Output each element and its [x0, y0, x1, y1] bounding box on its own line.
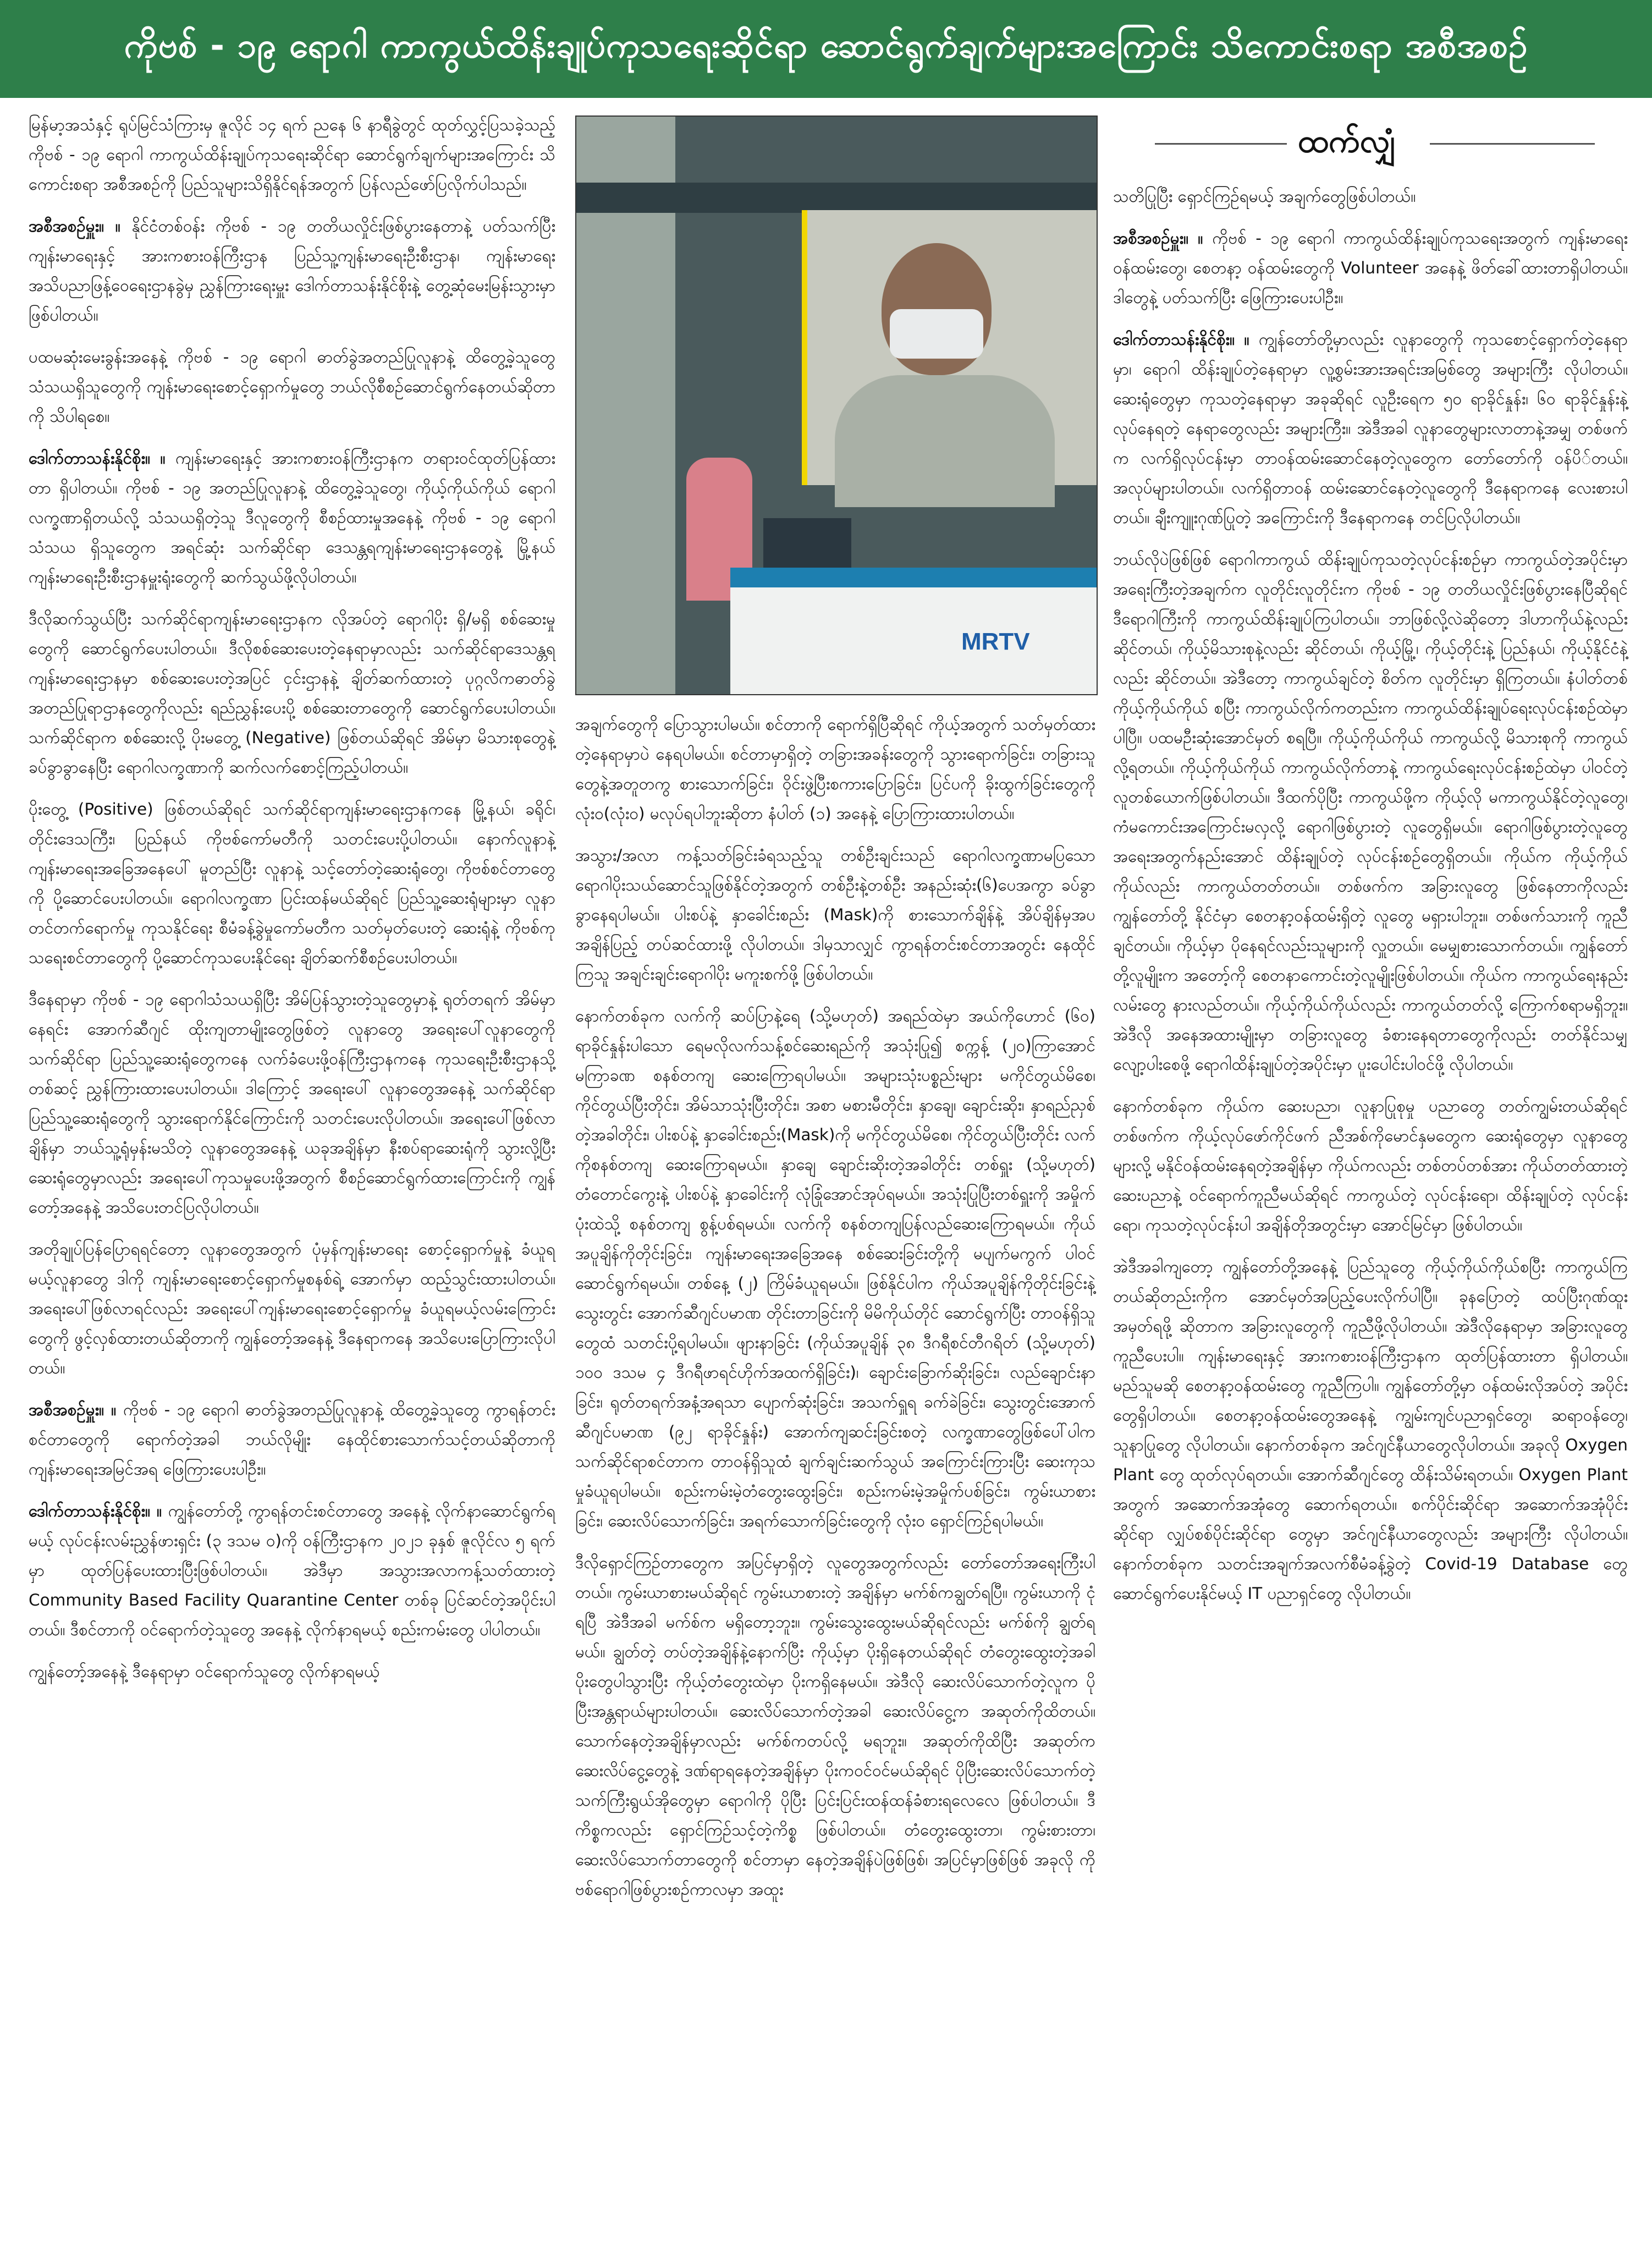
article-paragraph	[575, 710, 1095, 828]
mrtv-logo: MRTV	[961, 628, 1030, 655]
article-paragraph	[29, 1496, 555, 1645]
article-paragraph	[575, 1548, 1095, 1904]
article-paragraph	[29, 342, 555, 431]
face-mask	[890, 309, 983, 359]
column-2	[575, 710, 1095, 1916]
column-1	[29, 110, 555, 1698]
studio-stripe	[576, 183, 1097, 213]
paragraph-text: ဒီနေရာမှာ ကိုဗစ် - ၁၉ ရောဂါသံသယရှိပြီး အိမ်ပြန်သွားတဲ့သူတွေမှာနဲ့ ရုတ်တရက် အိမ်မှာနေရင်း အောက်ဆီဂျင် ထိုးကျတာမျိုးတွေဖြစ်တဲ့ လူနာတွေ အရေးပေါ်လူနာတွေကို သက်ဆိုင်ရာ ပြည်သူ့ဆေးရုံတွေကနေ လက်ခံပေးဖို့ဝန်ကြီးဌာနကနေ ကုသရေးဦးစီးဌာနသို့တစ်ဆင့် ညွှန်ကြားထားပေးပါတယ်။ ဒါကြောင့် အရေးပေါ် လူနာတွေအနေနဲ့ သက်ဆိုင်ရာ ပြည်သူ့ဆေးရုံတွေကို သွားရောက်နိုင်ကြောင်းကို သတင်းပေးလိုပါတယ်။ အရေးပေါ်ဖြစ်လာချိန်မှာ ဘယ်သူ့ရုံမှန်းမသိတဲ့ လူနာတွေအနေနဲ့ ယခုအချိန်မှာ နီးစပ်ရာဆေးရုံကို သွားလို့ပြီး ဆေးရုံတွေမှာလည်း အရေးပေါ်ကုသမှုပေးဖို့အတွက် စီစဉ်ဆောင်ရွက်ထားကြောင်းကို ကျွန်တော့်အနေနဲ့ အသိပေးတင်ပြလိုပါတယ်။	[29, 990, 555, 1217]
desk-blue-strip	[730, 568, 1097, 587]
article-paragraph	[29, 794, 555, 972]
paragraph-text: သတိပြုပြီး ရှောင်ကြဉ်ရမယ့် အချက်တွေဖြစ်ပါတယ်။	[1113, 187, 1416, 206]
paragraph-text: ကျွန်တော်တို့မှာလည်း လူနာတွေကို ကုသစောင့်ရှောက်တဲ့နေရာမှာ၊ ရောဂါ ထိန်းချုပ်တဲ့နေရာမှာ လူ့စွမ်းအားအရင်းအမြစ်တွေ အများကြီး လိုပါတယ်။ ဆေးရုံတွေမှာ ကုသတဲ့နေရာမှာ အခုဆိုရင် လူဦးရေက ၅၀ ရာခိုင်နှုန်း၊ ၆၀ ရာခိုင်နှုန်းနဲ့ လုပ်နေရတဲ့ နေရာတွေလည်း အများကြီး။ အဲဒီအခါ လူနာတွေများလာတာနဲ့အမျှ တစ်ဖက်က လက်ရှိလုပ်ငန်းမှာ တာဝန်ထမ်းဆောင်နေတဲ့လူတွေက တော်တော်ကို ဝန်ပိ်တယ်။ အလုပ်များပါတယ်။ လက်ရှိတာဝန် ထမ်းဆောင်နေတဲ့လူတွေကို ဒီနေရာကနေ လေးစားပါတယ်။ ချီးကျူးဂုဏ်ပြုတဲ့ အကြောင်းကို ဒီနေရာကနေ တင်ပြလိုပါတယ်။	[1113, 330, 1628, 527]
paragraph-text: မြန်မာ့အသံနှင့် ရုပ်မြင်သံကြားမှ ဇူလိုင် ၁၄ ရက် ညနေ ၆ နာရီခွဲတွင် ထုတ်လွှင့်ပြသခဲ့သည့် ကိုဗစ် - ၁၉ ရောဂါ ကာကွယ်ထိန်းချုပ်ကုသရေးဆိုင်ရာ ဆောင်ရွက်ချက်များအကြောင်း သိကောင်းစရာ အစီအစဉ်ကို ပြည်သူများသိရှိနိုင်ရန်အတွက် ပြန်လည်ဖော်ပြလိုက်ပါသည်။	[29, 116, 555, 194]
paragraph-text: ဒီလိုဆက်သွယ်ပြီး သက်ဆိုင်ရာကျန်းမာရေးဌာနက လိုအပ်တဲ့ ရောဂါပိုး ရှိ/မရှိ စစ်ဆေးမှုတွေကို ဆောင်ရွက်ပေးပါတယ်။ ဒီလိုစစ်ဆေးပေးတဲ့နေရာမှာလည်း သက်ဆိုင်ရာဒေသန္တရ ကျန်းမာရေးဌာနမှာ စစ်ဆေးပေးတဲ့အပြင် ငှင်းဌာနနဲ့ ချိတ်ဆက်ထားတဲ့ ပုဂ္ဂလိကဓာတ်ခွဲအတည်ပြုရာဌာနတွေကိုလည်း ရည်ညွှန်းပေးပို့ စစ်ဆေးတာတွေကို ဆောင်ရွက်ပေးပါတယ်။ သက်ဆိုင်ရာက စစ်ဆေးလို့ ပိုးမတွေ့ (Negative) ဖြစ်တယ်ဆိုရင် အိမ်မှာ မိသားစုတွေနဲ့ ခပ်ခွာခွာနေပြီး ရောဂါလက္ခဏာကို ဆက်လက်စောင့်ကြည့်ပါတယ်။	[29, 609, 555, 777]
paragraph-text: ကိုဗစ် - ၁၉ ရောဂါ ဓာတ်ခွဲအတည်ပြုလူနာနဲ့ ထိတွေ့ခဲ့သူတွေ ကွာရန်တင်းစင်တာတွေကို ရောက်တဲ့အခါ ဘယ်လိုမျိုး နေထိုင်စားသောက်သင့်တယ်ဆိုတာကို ကျန်းမာရေးအမြင်အရ ဖြေကြားပေးပါဦး။	[29, 1400, 555, 1478]
paragraph-text: နိုင်ငံတစ်ဝန်း ကိုဗစ် - ၁၉ တတိယလှိုင်းဖြစ်ပွားနေတာနဲ့ ပတ်သက်ပြီး ကျန်းမာရေးနှင့် အားကစားဝန်ကြီးဌာန ပြည်သူ့ကျန်းမာရေးဦးစီးဌာန၊ ကျန်းမာရေး အသိပညာဖြန့်ဝေရေးဌာနခွဲမှ ညွှန်ကြားရေးမှူး ဒေါက်တာသန်းနိုင်စိုးနဲ့ တွေ့ဆုံမေးမြန်းသွားမှာ ဖြစ်ပါတယ်။	[29, 217, 555, 325]
article-paragraph	[1113, 1252, 1628, 1608]
paragraph-text: ဒီလိုရှောင်ကြဉ်တာတွေက အပြင်မှာရှိတဲ့ လူတွေအတွက်လည်း တော်တော်အရေးကြီးပါတယ်။ ကွမ်းယာစားမယ်ဆိုရင် ကွမ်းယာစားတဲ့ အချိန်မှာ မက်စ်ကချွတ်ရပြီ။ ကွမ်းယာကို ငုံရပြီ အဲဒီအခါ မက်စ်က မရှိတော့ဘူး။ ကွမ်းသွေးထွေးမယ်ဆိုရင်လည်း မက်စ်ကို ချွတ်ရမယ်။ ချွတ်တဲ့ တပ်တဲ့အချိန်နဲ့နောက်ပြီး ကိုယ့်မှာ ပိုးရှိနေတယ်ဆိုရင် တံတွေးထွေးတဲ့အခါ ပိုးတွေပါသွားပြီး ကိုယ့်တံတွေးထဲမှာ ပိုးကရှိနေမယ်။ အဲဒီလို ဆေးလိပ်သောက်တဲ့လူက ပိုပြီးအန္တရာယ်များပါတယ်။ ဆေးလိပ်သောက်တဲ့အခါ ဆေးလိပ်ငွေ့က အဆုတ်ကိုထိတယ်။ သောက်နေတဲ့အချိန်မှာလည်း မက်စ်ကတပ်လို့ မရဘူး။ အဆုတ်ကိုထိပြီး အဆုတ်က ဆေးလိပ်ငွေ့တွေနဲ့ ဒဏ်ရာရနေတဲ့အချိန်မှာ ပိုးကဝင်ဝင်မယ်ဆိုရင် ပိုပြီးဆေးလိပ်သောက်တဲ့ သက်ကြီးရွယ်အိုတွေမှာ ရောဂါကို ပိုပြီး ပြင်းပြင်းထန်ထန်ခံစားရလေလေ ဖြစ်ပါတယ်။ ဒီကိစ္စကလည်း ရှောင်ကြဉ်သင့်တဲ့ကိစ္စ ဖြစ်ပါတယ်။ တံတွေးထွေးတာ၊ ကွမ်းစားတာ၊ ဆေးလိပ်သောက်တာတွေကို စင်တာမှာ နေတဲ့အချိန်ပဲဖြစ်ဖြစ်၊ အပြင်မှာဖြစ်ဖြစ် အခုလို ကိုဗစ်ရောဂါဖြစ်ပွားစဉ်ကာလမှာ အထူး	[575, 1553, 1095, 1899]
paragraph-text: ကျန်းမာရေးနှင့် အားကစားဝန်ကြီးဌာနက တရားဝင်ထုတ်ပြန်ထားတာ ရှိပါတယ်။ ကိုဗစ် - ၁၉ အတည်ပြုလူနာနဲ့ ထိတွေ့ခဲ့သူတွေ၊ ကိုယ့်ကိုယ်ကိုယ် ရောဂါလက္ခဏာရှိတယ်လို့ သံသယရှိတဲ့သူ ဒီလူတွေကို စီစဉ်ထားမှုအနေနဲ့ ကိုဗစ် - ၁၉ ရောဂါ သံသယ ရှိသူတွေက အရင်ဆုံး သက်ဆိုင်ရာ ဒေသန္တရကျန်းမာရေးဌာနတွေနဲ့ မြို့နယ်ကျန်းမာရေးဦးစီးဌာနမှူးရုံးတွေကို ဆက်သွယ်ဖို့လိုပါတယ်။	[29, 449, 556, 586]
byline-rule-left	[1155, 143, 1287, 145]
paragraph-text: ဘယ်လိုပဲဖြစ်ဖြစ် ရောဂါကာကွယ် ထိန်းချုပ်ကုသတဲ့လုပ်ငန်းစဉ်မှာ ကာကွယ်တဲ့အပိုင်းမှာ အရေးကြီးတဲ့အချက်က လူတိုင်းလူတိုင်းက ကိုဗစ် - ၁၉ တတိယလှိုင်းဖြစ်ပွားနေပြီဆိုရင် ဒီရောဂါကြီးကို ကာကွယ်ထိန်းချုပ်ကြပါတယ်။ ဘာဖြစ်လို့လဲဆိုတော့ ဒါဟာကိုယ်နဲ့လည်း ဆိုင်တယ်၊ ကိုယ့်မိသားစုနဲ့လည်း ဆိုင်တယ်၊ ကိုယ့်မြို့၊ ကိုယ့်တိုင်းနဲ့ ပြည်နယ်၊ ကိုယ့်နိုင်ငံနဲ့လည်း ဆိုင်တယ်။ အဲဒီတော့ ကာကွယ်ချင်တဲ့ စိတ်က လူတိုင်းမှာ ရှိကြတယ်။ နံပါတ်တစ် ကိုယ့်ကိုယ်ကိုယ် စပြီး ကာကွယ်လိုက်ကတည်းက ကာကွယ်ထိန်းချုပ်ရေးလုပ်ငန်းစဉ်ထဲမှာ ပါပြီ။ ပထမဦးဆုံးအောင်မှတ် စရပြီ။ ကိုယ့်ကိုယ်ကိုယ် ကာကွယ်လို့ မိသားစုကို ကာကွယ်လို့ရတယ်။ ကိုယ့်ကိုယ်ကိုယ် ကာကွယ်လိုက်တာနဲ့ ကာကွယ်ရေးလုပ်ငန်းစဉ်ထဲမှာ ပါဝင်တဲ့လူတစ်ယောက်ဖြစ်ပါတယ်။ ဒီထက်ပိုပြီး ကာကွယ်ဖို့က ကိုယ့်လို မကာကွယ်နိုင်တဲ့လူတွေ၊ ကံမကောင်းအကြောင်းမလှလို့ ရောဂါဖြစ်ပွားတဲ့ လူတွေရှိမယ်။ ရောဂါဖြစ်ပွားတဲ့လူတွေ အရေးအတွက်နည်းအောင် ထိန်းချုပ်တဲ့ လုပ်ငန်းစဉ်တွေရှိတယ်။ ကိုယ်က ကိုယ့်ကိုယ်ကိုယ်လည်း ကာကွယ်တတ်တယ်။ တစ်ဖက်က အခြားလူတွေ ဖြစ်နေတာကိုလည်း ကျွန်တော်တို့ နိုင်ငံမှာ စေတနာ့ဝန်ထမ်းရှိတဲ့ လူတွေ မရှားပါဘူး။ တစ်ဖက်သားကို ကူညီချင်တယ်။ ကိုယ့်မှာ ပိုနေရင်လည်းသူများကို လှူတယ်။ မေမျှစားသောက်တယ်။ ကျွန်တော်တို့လူမျိုးက အတော့်ကို စေတနာကောင်းတဲ့လူမျိုးဖြစ်ပါတယ်။ ကိုယ်က ကာကွယ်ရေးနည်းလမ်းတွေ နားလည်တယ်။ ကိုယ့်ကိုယ်ကိုယ်လည်း ကာကွယ်တတ်လို့ ကြောက်စရာမရှိဘူး။ အဲဒီလို အနေအထားမျိုးမှာ တခြားလူတွေ ခံစားနေရတာတွေကိုလည်း တတ်နိုင်သမျှ လျော့ပါးစေဖို့ ရောဂါထိန်းချုပ်တဲ့အပိုင်းမှာ ပူးပေါင်းပါဝင်ဖို့ လိုပါတယ်။	[1113, 550, 1628, 1074]
article-paragraph	[575, 840, 1095, 989]
article-paragraph	[29, 211, 555, 330]
article-paragraph	[29, 110, 555, 199]
paragraph-text: အချက်တွေကို ပြောသွားပါမယ်။ စင်တာကို ရောက်ရှိပြီဆိုရင် ကိုယ့်အတွက် သတ်မှတ်ထားတဲ့နေရာမှာပဲ နေရပါမယ်။ စင်တာမှာရှိတဲ့ တခြားအခန်းတွေကို သွားရောက်ခြင်း၊ တခြားသူတွေနဲ့အတူတကွ စားသောက်ခြင်း၊ ဝိုင်းဖွဲ့ပြီးစကားပြောခြင်း၊ ပြင်ပကို ခိုးထွက်ခြင်းတွေကို လုံး၀(လုံး၀) မလုပ်ရပါဘူးဆိုတာ နံပါတ် (၁) အနေနဲ့ ပြောကြားထားပါတယ်။	[575, 715, 1095, 823]
article-paragraph	[29, 443, 555, 592]
byline-rule-right	[1430, 143, 1595, 145]
article-paragraph	[575, 1001, 1095, 1536]
article-title: ကိုဗစ် - ၁၉ ရောဂါ ကာကွယ်ထိန်းချုပ်ကုသရေးဆိုင်ရာ ဆောင်ရွက်ချက်များအကြောင်း သိကောင်းစရာ အစီအစဉ်	[124, 25, 1528, 65]
speaker-label: အစီအစဉ်မှူး။ ။	[29, 217, 132, 235]
article-paragraph	[29, 1395, 555, 1484]
paragraph-text: အဲဒီအခါကျတော့ ကျွန်တော်တို့အနေနဲ့ ပြည်သူတွေ ကိုယ့်ကိုယ်ကိုယ်စပြီး ကာကွယ်ကြတယ်ဆိုတည်းကိုက အောင်မှတ်အပြည့်ပေးလိုက်ပါပြီ။ ခုနပြောတဲ့ ထပ်ပြီးဂုဏ်ထူးအမှတ်ရဖို့ ဆိုတာက အခြားလူတွေကို ကူညီဖို့လိုပါတယ်။ အဲဒီလိုနေရာမှာ အခြားလူတွေ ကူညီပေးပါ။ ကျန်းမာရေးနှင့် အားကစားဝန်ကြီးဌာနက ထုတ်ပြန်ထားတာ ရှိပါတယ်။ မည်သူမဆို စေတနာ့ဝန်ထမ်းတွေ ကူညီကြပါ။ ကျွန်တော်တို့မှာ ဝန်ထမ်းလိုအပ်တဲ့ အပိုင်းတွေရှိပါတယ်။ စေတနာ့ဝန်ထမ်းတွေအနေနဲ့ ကျွမ်းကျင်ပညာရှင်တွေ၊ ဆရာဝန်တွေ၊ သူနာပြုတွေ လိုပါတယ်။ နောက်တစ်ခုက အင်ဂျင်နီယာတွေလိုပါတယ်။ အခုလို Oxygen Plant တွေ ထုတ်လုပ်ရတယ်။ အောက်ဆီဂျင်တွေ ထိန်းသိမ်းရတယ်။ Oxygen Plant အတွက် အဆောက်အအုံတွေ ဆောက်ရတယ်။ စက်ပိုင်းဆိုင်ရာ အဆောက်အအုံပိုင်းဆိုင်ရာ လျှပ်စစ်ပိုင်းဆိုင်ရာ တွေမှာ အင်ဂျင်နီယာတွေလည်း အများကြီး လိုပါတယ်။ နောက်တစ်ခုက သတင်းအချက်အလက်စီမံခန့်ခွဲတဲ့ Covid-19 Database တွေ ဆောင်ရွက်ပေးနိုင်မယ့် IT ပညာရှင်တွေ လိုပါတယ်။	[1113, 1257, 1628, 1603]
paragraph-text: နောက်တစ်ခုက လက်ကို ဆပ်ပြာနဲ့ရေ (သို့မဟုတ်) အရည်ထဲမှာ အယ်ကိုဟောင် (၆၀) ရာခိုင်နှုန်းပါသော ရေမလိုလက်သန့်စင်ဆေးရည်ကို အသုံးပြု၍ စက္ကန့် (၂၀)ကြာအောင် မကြာခဏ စနစ်တကျ ဆေးကြောရပါမယ်။ အများသုံးပစ္စည်းများ မကိုင်တွယ်မိစေ၊ ကိုင်တွယ်ပြီးတိုင်း၊ အိမ်သာသုံးပြီးတိုင်း၊ အစာ မစားမီတိုင်း၊ နှာချေ၊ ချောင်းဆိုး၊ နှာရည်ညှစ်တဲ့အခါတိုင်း၊ ပါးစပ်နဲ့ နှာခေါင်းစည်း(Mask)ကို မကိုင်တွယ်မိစေ၊ ကိုင်တွယ်ပြီးတိုင်း လက်ကိုစနစ်တကျ ဆေးကြောရမယ်။ နှာချေ ချောင်းဆိုးတဲ့အခါတိုင်း တစ်ရှူး (သို့မဟုတ်) တံတောင်ကွေးနဲ့ ပါးစပ်နဲ့ နှာခေါင်းကို လုံခြုံအောင်အုပ်ရမယ်။ အသုံးပြုပြီးတစ်ရှူးကို အမှိုက်ပုံးထဲသို့ စနစ်တကျ စွန့်ပစ်ရမယ်။ လက်ကို စနစ်တကျပြန်လည်ဆေးကြောရမယ်။ ကိုယ်အပူချိန်ကိုတိုင်းခြင်း၊ ကျန်းမာရေးအခြေအနေ စစ်ဆေးခြင်းတို့ကို မပျက်မကွက် ပါဝင်ဆောင်ရွက်ရမယ်။ တစ်နေ့ (၂) ကြိမ်ခံယူရမယ်။ ဖြစ်နိုင်ပါက ကိုယ်အပူချိန်ကိုတိုင်းခြင်းနဲ့ သွေးတွင်း အောက်ဆီဂျင်ပမာဏ တိုင်းတာခြင်းကို မိမိကိုယ်တိုင် ဆောင်ရွက်ပြီး တာဝန်ရှိသူတွေထံ သတင်းပို့ရပါမယ်။ ဖျားနာခြင်း (ကိုယ်အပူချိန် ၃၈ ဒီဂရီစင်တီဂရိတ် (သို့မဟုတ်) ၁၀၀ ဒသမ ၄ ဒီဂရီဖာရင်ဟိုက်အထက်ရှိခြင်း)၊ ချောင်းခြောက်ဆိုးခြင်း၊ လည်ချောင်းနာခြင်း၊ ရုတ်တရက်အနံ့အရသာ ပျောက်ဆုံးခြင်း၊ အသက်ရှူရ ခက်ခဲခြင်း၊ သွေးတွင်းအောက်ဆီဂျင်ပမာဏ (၉၂ ရာခိုင်နှုန်း) အောက်ကျဆင်းခြင်းစတဲ့ လက္ခဏာတွေဖြစ်ပေါ်ပါက သက်ဆိုင်ရာစင်တာက တာဝန်ရှိသူထံ ချက်ချင်းဆက်သွယ် အကြောင်းကြားပြီး ဆေးကုသမှုခံယူရပါမယ်။ စည်းကမ်းမဲ့တံတွေးထွေးခြင်း၊ စည်းကမ်းမဲ့အမှိုက်ပစ်ခြင်း၊ ကွမ်းယာစားခြင်း၊ ဆေးလိပ်သောက်ခြင်း၊ အရက်သောက်ခြင်းတွေကို လုံး၀ ရှောင်ကြဉ်ရပါမယ်။	[575, 1007, 1095, 1530]
column-3	[1113, 182, 1628, 1620]
paragraph-text: အသွား/အလာ ကန့်သတ်ခြင်းခံရသည့်သူ တစ်ဦးချင်းသည် ရောဂါလက္ခဏာမပြသော ရောဂါပိုးသယ်ဆောင်သူဖြစ်နိုင်တဲ့အတွက် တစ်ဦးနဲ့တစ်ဦး အနည်းဆုံး(၆)ပေအကွာ ခပ်ခွာခွာနေရပါမယ်။ ပါးစပ်နဲ့ နှာခေါင်းစည်း (Mask)ကို စားသောက်ချိန်နဲ့ အိပ်ချိန်မှအပ အချိန်ပြည့် တပ်ဆင်ထားဖို့ လိုပါတယ်။ ဒါမှသာလျှင် ကွာရန်တင်းစင်တာအတွင်း နေထိုင်ကြသူ အချင်းချင်းရောဂါပိုး မကူးစက်ဖို့ ဖြစ်ပါတယ်။	[575, 846, 1095, 983]
paragraph-text: ကျွန်တော်တို့ ကွာရန်တင်းစင်တာတွေ အနေနဲ့ လိုက်နာဆောင်ရွက်ရမယ့် လုပ်ငန်းလမ်းညွှန်ဖားရှင်း (၃ ဒသမ ၀)ကို ဝန်ကြီးဌာနက ၂၀၂၁ ခုနှစ် ဇူလိုင်လ ၅ ရက်မှာ ထုတ်ပြန်ပေးထားပြီးဖြစ်ပါတယ်။ အဲဒီမှာ အသွားအလာကန့်သတ်ထားတဲ့ Community Based Facility Quarantine Center တစ်ခု ပြင်ဆင်တဲ့အပိုင်းပါတယ်။ ဒီစင်တာကို ဝင်ရောက်တဲ့သူတွေ အနေနဲ့ လိုက်နာရမယ့် စည်းကမ်းတွေ ပါပါတယ်။	[29, 1502, 556, 1639]
interviewee-body	[835, 375, 1055, 507]
article-paragraph	[1113, 325, 1628, 532]
article-paragraph	[1113, 545, 1628, 1079]
speaker-label: အစီအစဉ်မှူး။ ။	[29, 1400, 124, 1419]
byline: ထက်လျှံ	[1298, 122, 1396, 160]
speaker-label: ဒေါက်တာသန်းနိုင်စိုး။ ။	[29, 1502, 168, 1520]
paragraph-text: ကျွန်တော့်အနေနဲ့ ဒီနေရာမှာ ဝင်ရောက်သူတွေ လိုက်နာရမယ့်	[29, 1662, 380, 1681]
paragraph-text: အတိုချုပ်ပြန်ပြောရရင်တော့ လူနာတွေအတွက် ပုံမှန်ကျန်းမာရေး စောင့်ရှောက်မှုနဲ့ ခံယူရမယ့်လူနာတွေ ဒါကို ကျန်းမာရေးစောင့်ရှောက်မှုစနစ်ရဲ့ အောက်မှာ ထည့်သွင်းထားပါတယ်။ အရေးပေါ်ဖြစ်လာရင်လည်း အရေးပေါ်ကျန်းမာရေးစောင့်ရှောက်မှု ခံယူရမယ့်လမ်းကြောင်းတွေကို ဖွင့်လှစ်ထားတယ်ဆိုတာကို ကျွန်တော့်အနေနဲ့ ဒီနေရာကနေ အသိပေးပြောကြားလိုပါတယ်။	[29, 1240, 555, 1377]
tv-interview-photo	[575, 116, 1098, 695]
title-banner	[0, 0, 1652, 98]
article-paragraph	[1113, 223, 1628, 312]
speaker-label: ဒေါက်တာသန်းနိုင်စိုး။ ။	[1113, 330, 1259, 349]
paragraph-text: ကိုဗစ် - ၁၉ ရောဂါ ကာကွယ်ထိန်းချုပ်ကုသရေးအတွက် ကျန်းမာရေး ဝန်ထမ်းတွေ၊ စေတနာ့ ဝန်ထမ်းတွေကို Volunteer အနေနဲ့ ဖိတ်ခေါ်ထားတာရှိပါတယ်။ ဒါတွေနဲ့ ပတ်သက်ပြီး ဖြေကြားပေးပါဦး။	[1113, 229, 1628, 307]
speaker-label: အစီအစဉ်မှူး။ ။	[1113, 229, 1213, 248]
paragraph-text: ပိုးတွေ့ (Positive) ဖြစ်တယ်ဆိုရင် သက်ဆိုင်ရာကျန်းမာရေးဌာနကနေ မြို့နယ်၊ ခရိုင်၊ တိုင်းဒေသကြီး၊ ပြည်နယ် ကိုဗစ်ကော်မတီကို သတင်းပေးပို့ပါတယ်။ နောက်လူနာနဲ့ ကျန်းမာရေးအခြေအနေပေါ် မူတည်ပြီး လူနာနဲ့ သင့်တော်တဲ့ဆေးရုံတွေ၊ ကိုဗစ်စင်တာတွေကို ပို့ဆောင်ပေးပါတယ်။ ရောဂါလက္ခဏာ ပြင်းထန်မယ်ဆိုရင် ပြည်သူ့ဆေးရုံများမှာ လူနာတင်တက်ရောက်မှု ကုသနိုင်ရေး စီမံခန့်ခွဲမှုကော်မတီက သတ်မှတ်ပေးတဲ့ ဆေးရုံနဲ့ ကိုဗစ်ကုသရေးစင်တာတွေကို ပို့ဆောင်ကုသပေးနိုင်ရေး ချိတ်ဆက်စီစဉ်ပေးပါတယ်။	[29, 800, 555, 967]
article-paragraph	[29, 1657, 555, 1686]
article-paragraph	[29, 985, 555, 1222]
speaker-label: ဒေါက်တာသန်းနိုင်စိုး။ ။	[29, 449, 176, 468]
paragraph-text: နောက်တစ်ခုက ကိုယ်က ဆေးပညာ၊ လူနာပြုစုမှု ပညာတွေ တတ်ကျွမ်းတယ်ဆိုရင် တစ်ဖက်က ကိုယ့်လုပ်ဖော်ကိုင်ဖက် ညီအစ်ကိုမောင်နှမတွေက ဆေးရုံတွေမှာ လူနာတွေများလို့ မနိုင်ဝန်ထမ်းနေရတဲ့အချိန်မှာ ကိုယ်ကလည်း တစ်တပ်တစ်အား ကိုယ်တတ်ထားတဲ့ ဆေးပညာနဲ့ ဝင်ရောက်ကူညီမယ်ဆိုရင် ကာကွယ်တဲ့ လုပ်ငန်းရော၊ ထိန်းချုပ်တဲ့ လုပ်ငန်းရော၊ ကုသတဲ့လုပ်ငန်းပါ အချိန်တိုအတွင်းမှာ အောင်မြင်မှာ ဖြစ်ပါတယ်။	[1113, 1097, 1628, 1234]
article-paragraph	[1113, 1091, 1628, 1240]
article-paragraph	[29, 604, 555, 782]
paragraph-text: ပထမဆုံးမေးခွန်းအနေနဲ့ ကိုဗစ် - ၁၉ ရောဂါ ဓာတ်ခွဲအတည်ပြုလူနာနဲ့ ထိတွေ့ခဲ့သူတွေ သံသယရှိသူတွေကို ကျန်းမာရေးစောင့်ရှောက်မှုတွေ ဘယ်လိုစီစဉ်ဆောင်ရွက်နေတယ်ဆိုတာကို သိပါရစေ။	[29, 348, 555, 426]
article-paragraph	[1113, 182, 1628, 211]
article-paragraph	[29, 1234, 555, 1383]
